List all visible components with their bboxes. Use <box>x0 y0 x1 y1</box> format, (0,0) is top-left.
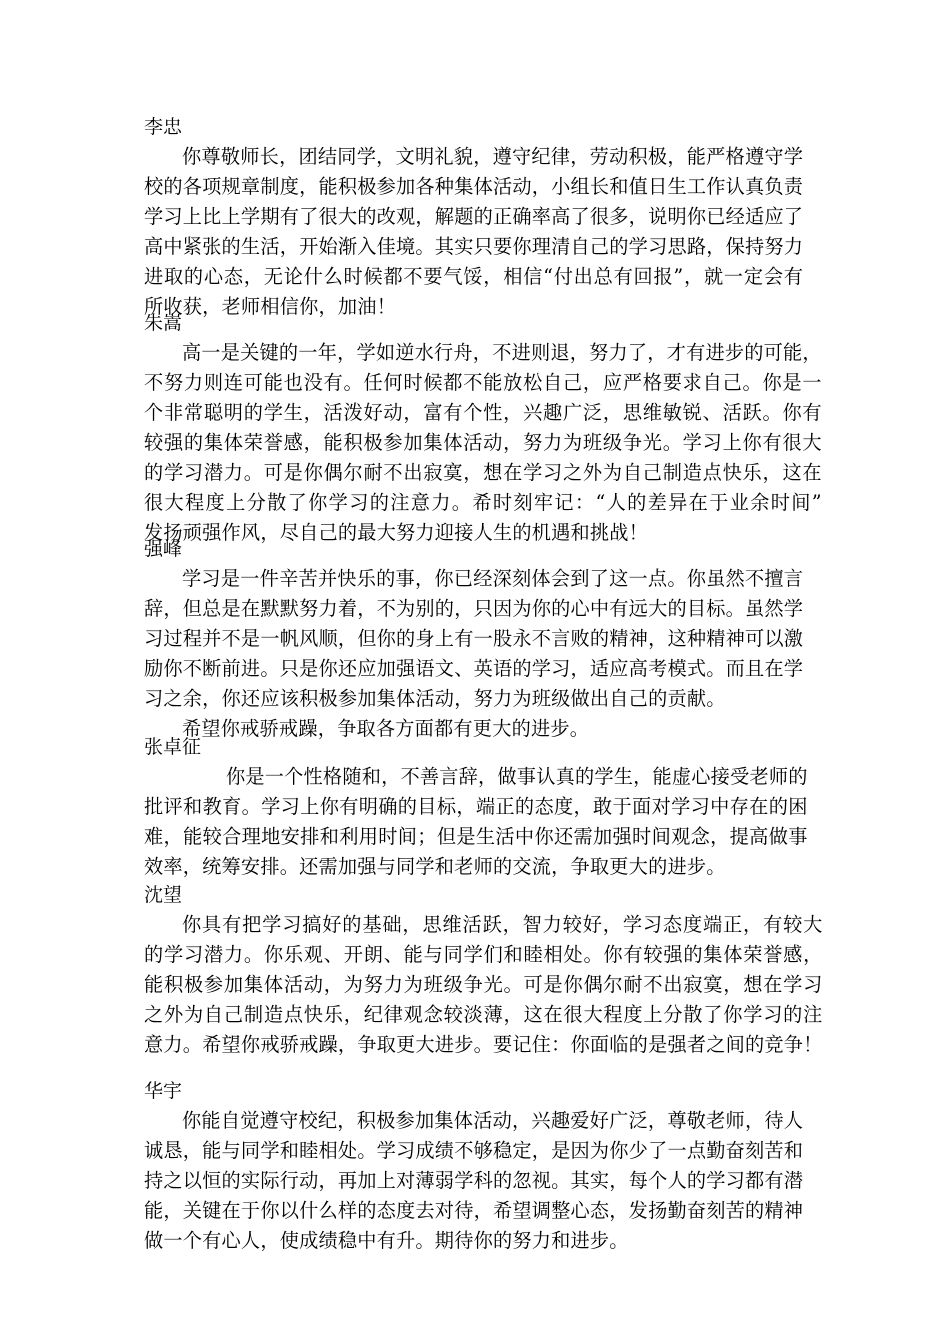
comment-entry-shen-wang <box>144 880 823 1060</box>
comment-line: 高中紧张的生活，开始渐入佳境。其实只要你理清自己的学习思路，保持努力 <box>144 235 804 258</box>
student-name: 强峰 <box>144 538 183 560</box>
comment-line: 的学习潜力。你乐观、开朗、能与同学们和睦相处。你有较强的集体荣誉感， <box>144 943 823 966</box>
student-name: 华宇 <box>144 1080 183 1102</box>
comment-line: 高一是关键的一年，学如逆水行舟，不进则退，努力了，才有进步的可能， <box>182 341 822 364</box>
comment-line: 习之余，你还应该积极参加集体活动，努力为班级做出自己的贡献。 <box>144 687 726 710</box>
comment-line: 难，能较合理地安排和利用时间；但是生活中你还需加强时间观念，提高做事 <box>144 825 808 848</box>
comment-line: 希望你戒骄戒躁，争取各方面都有更大的进步。 <box>182 717 590 740</box>
comment-line: 辞，但总是在默默努力着，不为别的，只因为你的心中有远大的目标。虽然学 <box>144 597 804 620</box>
comment-line: 你尊敬师长，团结同学，文明礼貌，遵守纪律，劳动积极，能严格遵守学 <box>182 145 804 168</box>
comment-line: 学习是一件辛苦并快乐的事，你已经深刻体会到了这一点。你虽然不擅言 <box>182 567 804 590</box>
comment-line: 很大程度上分散了你学习的注意力。希时刻牢记：“人的差异在于业余时间” <box>144 491 822 514</box>
comment-line: 习过程并不是一帆风顺，但你的身上有一股永不言败的精神，这种精神可以激 <box>144 627 804 650</box>
comment-line: 发扬顽强作风，尽自己的最大努力迎接人生的机遇和挑战！ <box>144 521 649 544</box>
comment-line: 意力。希望你戒骄戒躁，争取更大进步。要记住：你面临的是强者之间的竞争！ <box>144 1033 823 1056</box>
comment-line: 的学习潜力。可是你偶尔耐不出寂寞，想在学习之外为自己制造点快乐，这在 <box>144 461 822 484</box>
comment-line: 诚恳，能与同学和睦相处。学习成绩不够稳定，是因为你少了一点勤奋刻苦和 <box>144 1139 804 1162</box>
comment-line: 你能自觉遵守校纪，积极参加集体活动，兴趣爱好广泛，尊敬老师，待人 <box>182 1109 804 1132</box>
comment-line: 励你不断前进。只是你还应加强语文、英语的学习，适应高考模式。而且在学 <box>144 657 804 680</box>
comment-line: 你具有把学习搞好的基础，思维活跃，智力较好，学习态度端正，有较大 <box>182 913 823 936</box>
comment-line: 学习上比上学期有了很大的改观，解题的正确率高了很多，说明你已经适应了 <box>144 205 804 228</box>
comment-entry-zhang-zhuozheng <box>144 732 808 882</box>
student-name: 张卓征 <box>144 736 202 758</box>
comment-line: 所收获，老师相信你，加油！ <box>144 295 397 318</box>
comment-line: 能，关键在于你以什么样的态度去对待，希望调整心态，发扬勤奋刻苦的精神 <box>144 1199 804 1222</box>
comment-line: 做一个有心人，使成绩稳中有升。期待你的努力和进步。 <box>144 1229 629 1252</box>
comment-entry-zhu-song <box>144 308 822 548</box>
comment-line: 校的各项规章制度，能积极参加各种集体活动，小组长和值日生工作认真负责 <box>144 175 804 198</box>
student-name: 朱嵩 <box>144 312 183 334</box>
student-name: 李忠 <box>144 116 183 138</box>
comment-entry-li-zhong <box>144 112 803 322</box>
student-name: 沈望 <box>144 884 183 906</box>
comment-entry-hua-yu <box>144 1076 803 1256</box>
comment-entry-qiang-feng <box>144 534 803 744</box>
comment-line: 持之以恒的实际行动，再加上对薄弱学科的忽视。其实，每个人的学习都有潜 <box>144 1169 804 1192</box>
comment-line: 较强的集体荣誉感，能积极参加集体活动，努力为班级争光。学习上你有很大 <box>144 431 822 454</box>
comment-line: 能积极参加集体活动，为努力为班级争光。可是你偶尔耐不出寂寞，想在学习 <box>144 973 823 996</box>
comment-line: 进取的心态，无论什么时候都不要气馁，相信“付出总有回报”，就一定会有 <box>144 265 804 288</box>
comment-line: 批评和教育。学习上你有明确的目标，端正的态度，敢于面对学习中存在的困 <box>144 795 808 818</box>
comment-line: 效率，统筹安排。还需加强与同学和老师的交流，争取更大的进步。 <box>144 855 726 878</box>
comment-line: 个非常聪明的学生，活泼好动，富有个性，兴趣广泛，思维敏锐、活跃。你有 <box>144 401 822 424</box>
comment-line: 不努力则连可能也没有。任何时候都不能放松自己，应严格要求自己。你是一 <box>144 371 822 394</box>
comment-line: 之外为自己制造点快乐，纪律观念较淡薄，这在很大程度上分散了你学习的注 <box>144 1003 823 1026</box>
comment-line: 你是一个性格随和，不善言辞，做事认真的学生，能虚心接受老师的 <box>226 765 808 788</box>
